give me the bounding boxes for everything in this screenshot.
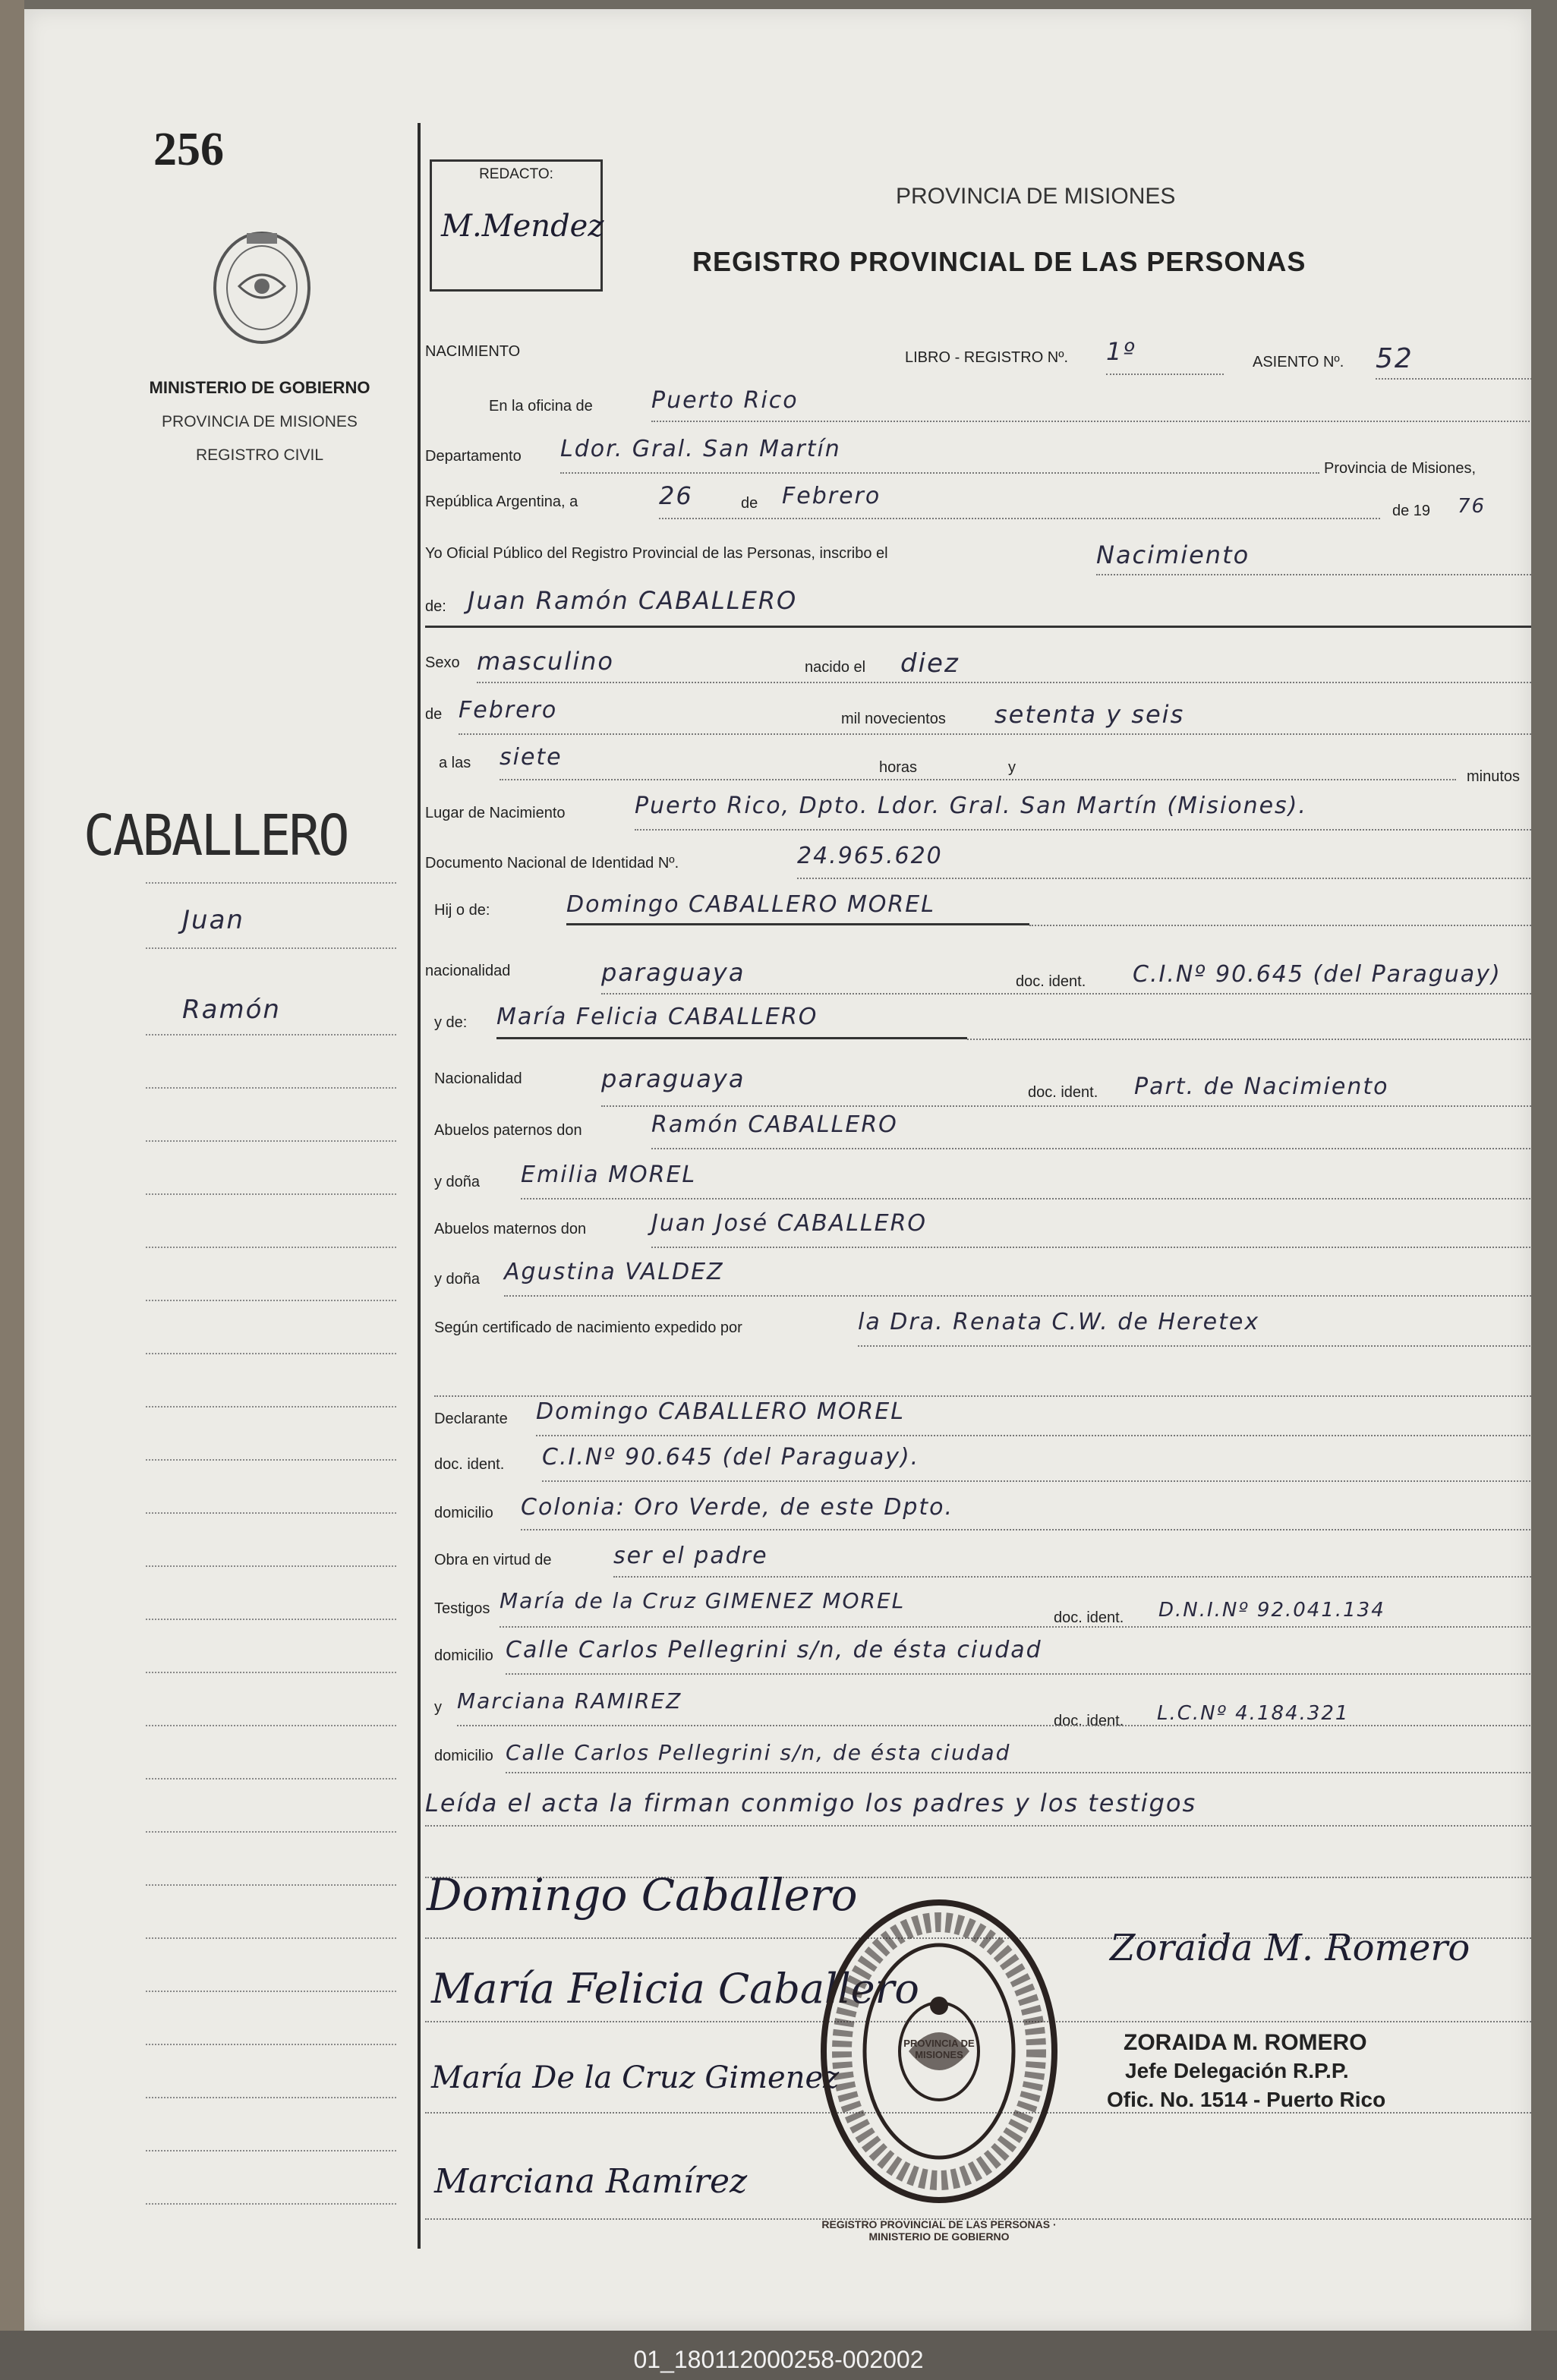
header-province: PROVINCIA DE MISIONES (896, 184, 1176, 209)
obra-value: ser el padre (613, 1543, 768, 1569)
dni-label: Documento Nacional de Identidad Nº. (425, 855, 679, 872)
page-number: 256 (153, 124, 224, 175)
oficina-value: Puerto Rico (651, 387, 799, 414)
oficial-text: Yo Oficial Público del Registro Provincial de las Personas, inscribo el (425, 545, 888, 562)
doc-ident-label: doc. ident. (1016, 973, 1086, 990)
segun-label: Según certificado de nacimiento expedido por (434, 1319, 742, 1336)
abuela-pat: Emilia MOREL (521, 1162, 697, 1188)
nacido-value: diez (900, 648, 960, 679)
doc-ident2-label: doc. ident. (1028, 1084, 1098, 1101)
nacionalidad-label: nacionalidad (425, 963, 511, 979)
libro-value: 1º (1106, 337, 1136, 366)
round-stamp-text: REGISTRO PROVINCIAL DE LAS PERSONAS · MINISTERIO DE GOBIERNO (821, 2218, 1057, 2243)
y-dona2-label: y doña (434, 1271, 481, 1288)
hora-value: siete (500, 744, 563, 771)
departamento-label: Departamento (425, 448, 522, 465)
domicilio-value: Colonia: Oro Verde, de este Dpto. (521, 1494, 954, 1521)
domicilio-t1-label: domicilio (434, 1647, 493, 1664)
asiento-value: 52 (1376, 343, 1414, 374)
doc-t1-label: doc. ident. (1054, 1609, 1124, 1626)
header-registry: REGISTRO PROVINCIAL DE LAS PERSONAS (692, 246, 1306, 277)
de2-label: de (425, 706, 443, 723)
signature-witness-2: Marciana Ramírez (434, 2162, 748, 2201)
de-nombre-label: de: (425, 598, 446, 615)
sexo-label: Sexo (425, 654, 460, 671)
abuelo-mat: Juan José CABALLERO (651, 1210, 928, 1237)
y-t2-label: y (434, 1699, 442, 1716)
ministry-seal-icon (205, 225, 319, 351)
margin-name-1: Juan (182, 905, 244, 935)
abuelo-pat: Ramón CABALLERO (651, 1111, 898, 1138)
ministry-office: REGISTRO CIVIL (195, 446, 324, 464)
minutos-label: minutos (1467, 768, 1521, 785)
doc-t2-label: doc. ident. (1054, 1713, 1124, 1729)
sexo-value: masculino (477, 647, 614, 676)
y-label: y (1008, 759, 1016, 776)
margin-divider (418, 123, 421, 2249)
oficina-label: En la oficina de (489, 398, 593, 415)
margin-surname: CABALLERO (84, 803, 348, 868)
libro-label: LIBRO - REGISTRO Nº. (905, 349, 1069, 366)
certificate-sheet (24, 9, 1531, 2331)
signature-witness-1: María De la Cruz Gimenez (431, 2060, 840, 2095)
doc-decl-value: C.I.Nº 90.645 (del Paraguay). (542, 1444, 920, 1471)
domicilio-t2-value: Calle Carlos Pellegrini s/n, de ésta ciudad (506, 1740, 1011, 1765)
nacimiento-label: NACIMIENTO (425, 343, 521, 360)
republica-label: República Argentina, a (425, 493, 578, 510)
anio-letras: setenta y seis (994, 700, 1185, 729)
padre-value: Domingo CABALLERO MOREL (566, 891, 935, 918)
inscribo-value: Nacimiento (1096, 541, 1250, 569)
departamento-value: Ldor. Gral. San Martín (560, 436, 841, 462)
abuelos-mat-label: Abuelos maternos don (434, 1221, 587, 1237)
madre-value: María Felicia CABALLERO (496, 1004, 818, 1030)
lugar-label: Lugar de Nacimiento (425, 805, 566, 821)
y-de-label: y de: (434, 1014, 468, 1031)
doc-padre: C.I.Nº 90.645 (del Paraguay) (1133, 961, 1502, 988)
dia-value: 26 (659, 481, 693, 510)
doc-madre: Part. de Nacimiento (1134, 1073, 1389, 1100)
official-stamp-office: Ofic. No. 1514 - Puerto Rico (1107, 2088, 1386, 2111)
testigos-label: Testigos (434, 1600, 490, 1617)
ministry-province: PROVINCIA DE MISIONES (162, 413, 358, 430)
domicilio-t1-value: Calle Carlos Pellegrini s/n, de ésta ciudad (506, 1637, 1042, 1663)
doc-t1-value: D.N.I.Nº 92.041.134 (1158, 1599, 1385, 1622)
signature-official: Zoraida M. Romero (1110, 1927, 1470, 1969)
nac-madre: paraguaya (601, 1064, 745, 1093)
anio-label: de 19 (1392, 503, 1431, 519)
y-dona-label: y doña (434, 1174, 481, 1190)
segun-value: la Dra. Renata C.W. de Heretex (858, 1309, 1260, 1335)
doc-decl-label: doc. ident. (434, 1456, 505, 1473)
margin-name-2: Ramón (182, 995, 281, 1025)
dni-value: 24.965.620 (797, 843, 943, 869)
domicilio-t2-label: domicilio (434, 1748, 493, 1764)
testigo2-value: Marciana RAMIREZ (457, 1688, 682, 1713)
lugar-value: Puerto Rico, Dpto. Ldor. Gral. San Martín (Misiones). (635, 793, 1307, 819)
official-stamp-title: Jefe Delegación R.P.P. (1125, 2059, 1349, 2082)
redacto-box (430, 159, 603, 292)
de-nombre-value: Juan Ramón CABALLERO (468, 586, 798, 615)
asiento-label: ASIENTO Nº. (1253, 354, 1344, 370)
nac-padre: paraguaya (601, 958, 745, 987)
declarante-value: Domingo CABALLERO MOREL (536, 1398, 905, 1425)
ministry-title: MINISTERIO DE GOBIERNO (149, 378, 370, 397)
mes2-value: Febrero (459, 697, 558, 723)
signature-declarant: Domingo Caballero (427, 1869, 858, 1921)
mil-label: mil novecientos (841, 711, 946, 727)
obra-label: Obra en virtud de (434, 1552, 552, 1568)
hijo-label: Hij o de: (434, 902, 490, 919)
a-las-label: a las (439, 755, 471, 771)
horas-label: horas (879, 759, 918, 776)
redacto-signature: M.Mendez (441, 209, 604, 244)
testigo1-value: María de la Cruz GIMENEZ MOREL (500, 1588, 906, 1613)
nacionalidad2-label: Nacionalidad (434, 1070, 522, 1087)
anio-value: 76 (1458, 495, 1486, 518)
de-label: de (741, 495, 758, 512)
mes-value: Febrero (782, 483, 881, 509)
redacto-label: REDACTO: (479, 166, 553, 182)
official-stamp-name: ZORAIDA M. ROMERO (1124, 2030, 1367, 2055)
doc-t2-value: L.C.Nº 4.184.321 (1157, 1702, 1350, 1725)
declarante-label: Declarante (434, 1411, 508, 1427)
round-stamp-inner-text: PROVINCIA DE MISIONES (903, 2038, 975, 2060)
signature-mother: María Felicia Caballero (431, 1965, 919, 2013)
provincia-suffix: Provincia de Misiones, (1324, 460, 1477, 477)
image-filename: 01_180112000258-002002 (633, 2346, 924, 2373)
nacido-label: nacido el (805, 659, 866, 676)
abuelos-pat-label: Abuelos paternos don (434, 1122, 582, 1139)
domicilio-label: domicilio (434, 1505, 493, 1521)
leida-text: Leída el acta la firman conmigo los padres y los testigos (425, 1789, 1197, 1817)
page-edge (0, 0, 24, 2331)
abuela-mat: Agustina VALDEZ (504, 1259, 724, 1285)
